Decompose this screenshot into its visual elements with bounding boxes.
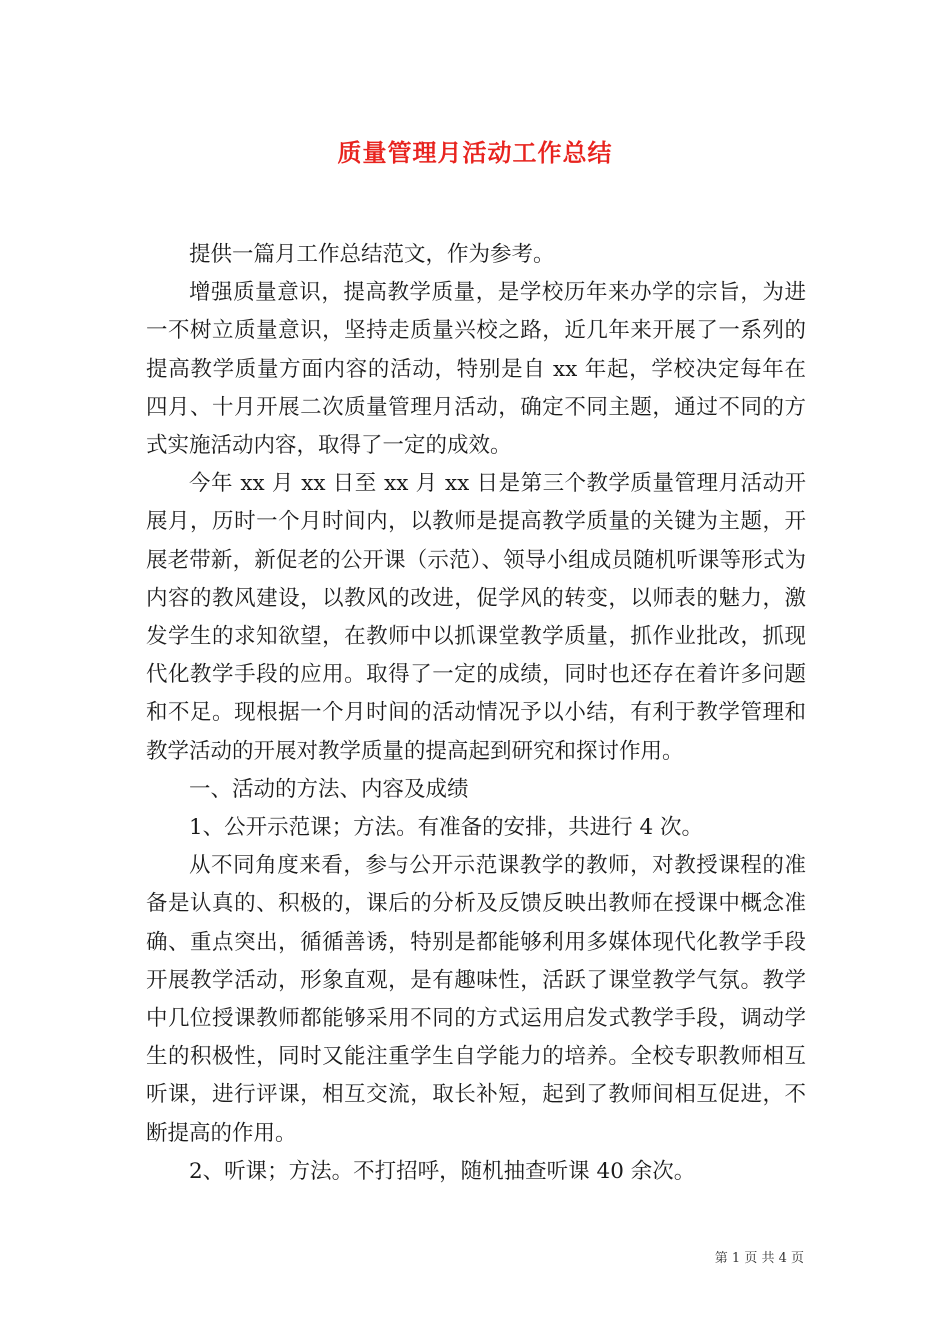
section-heading: 一、活动的方法、内容及成绩 <box>189 776 469 802</box>
document-body <box>146 236 806 1191</box>
paragraph-item-1: 从不同角度来看，参与公开示范课教学的教师，对教授课程的准备是认真的、积极的，课后的分析及反馈反映出教师在授课中概念准确、重点突出，循循善诱，特别是都能够利用多媒体现代化教学手段开展教学活动，形象直观，是有趣味性，活跃了课堂教学气氛。教学中几位授课教师都能够采用不同的方式运用启发式教学手段，调动学生的积极性，同时又能注重学生自学能力的培养。全校专职教师相互听课，进行评课，相互交流，取长补短，起到了教师间相互促进，不断提高的作用。 <box>146 853 806 1146</box>
document-title: 质量管理月活动工作总结 <box>337 139 613 167</box>
item-heading-1: 1、公开示范课；方法。有准备的安排，共进行 4 次。 <box>189 815 704 841</box>
paragraph-intro: 提供一篇月工作总结范文，作为参考。 <box>189 242 555 267</box>
page-number: 第 1 页 共 4 页 <box>714 1251 804 1266</box>
paragraph-purpose: 增强质量意识，提高教学质量，是学校历年来办学的宗旨，为进一不树立质量意识，坚持走质量兴校之路，近几年来开展了一系列的提高教学质量方面内容的活动，特别是自 xx 年起，学校决定每年在四月、十月开展二次质量管理月活动，确定不同主题，通过不同的方式实施活动内容，取得了一定的成效。 <box>146 280 806 459</box>
item-heading-2: 2、听课；方法。不打招呼，随机抽查听课 40 余次。 <box>189 1158 696 1184</box>
paragraph-overview: 今年 xx 月 xx 日至 xx 月 xx 日是第三个教学质量管理月活动开展月，历时一个月时间内，以教师是提高教学质量的关键为主题，开展老带新，新促老的公开课（示范）、领导小组成员随机听课等形式为内容的教风建设，以教风的改进，促学风的转变，以师表的魅力，激发学生的求知欲望，在教师中以抓课堂教学质量，抓作业批改，抓现代化教学手段的应用。取得了一定的成绩，同时也还存在着许多问题和不足。现根据一个月时间的活动情况予以小结，有利于教学管理和教学活动的开展对教学质量的提高起到研究和探讨作用。 <box>146 471 806 764</box>
